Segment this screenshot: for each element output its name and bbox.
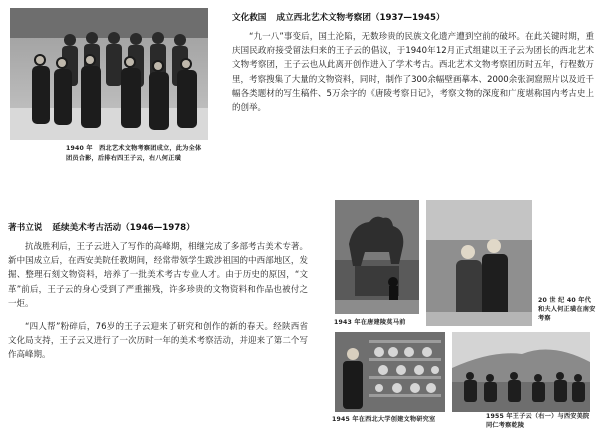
- qianling-group-photo: [452, 332, 590, 412]
- stone-horse-photo: [335, 200, 419, 314]
- section2-category: 著书立说: [8, 223, 43, 233]
- research-room-photo: [335, 332, 445, 412]
- section2-title: 延续美术考古活动（1946—1978）: [52, 223, 195, 233]
- qianling-group-caption: 1955 年王子云（右一）与西安美院同仁考察乾陵: [486, 413, 590, 429]
- section1-paragraph: “九一八”事变后，国土沦陷，无数珍贵的民族文化遗产遭到空前的破坏。在此关键时期，重庆国民政府接受留法归来的王子云的倡议，于1940年12月正式组建以王子云为团长的西北艺术文物考察团，王子云也从此离开创作进入了学术考古。西北艺术文物考察团历时五年，行程数万里，考察搜集了大量的文物资料，同时，制作了300余幅壁画摹本、2000余张洞窟照片以及近千幅各类题材的写生稿件、5万余字的《唐陵考察日记》，考察文物的深度和广度堪称国内考古史上的创举。: [232, 32, 594, 114]
- section2-paragraph-2: “四人帮”粉碎后，76岁的王子云迎来了研究和创作的新的春天。经陕西省文化局支持，王子云又进行了一次历时一年的美术考察活动，并迎来了第二个写作高峰期。: [8, 322, 308, 361]
- group-photo-caption: 1940 年 西北艺术文物考察团成立，此为全体团员合影，后排右四王子云，右八何正璜: [66, 145, 202, 162]
- couple-caption: 20 世 纪 40 年代和夫人何正璜在南安考察: [538, 297, 596, 322]
- group-photo-1940: [10, 8, 208, 140]
- section1-category: 文化救国: [232, 13, 267, 23]
- stone-horse-caption: 1943 年在唐建陵莫马前: [334, 319, 406, 326]
- section2-heading: [8, 222, 195, 234]
- section2-paragraph-1: 抗战胜利后，王子云进入了写作的高峰期，相继完成了多部考古美术专著。新中国成立后，在西安美院任教期间，经常带领学生跋涉祖国的中西部地区，发掘、整理石刻文物资料，培养了一批美术考古专业人才。由于历史的原因，“文革”前后，王子云的身心受到了严重摧残，许多珍贵的文物资料和作品也被付之一炬。: [8, 242, 308, 309]
- couple-photo: [426, 200, 532, 326]
- section1-heading: [232, 12, 445, 24]
- section1-title: 成立西北艺术文物考察团（1937—1945）: [276, 13, 445, 23]
- research-room-caption: 1945 年在西北大学创建文物研究室: [332, 416, 436, 423]
